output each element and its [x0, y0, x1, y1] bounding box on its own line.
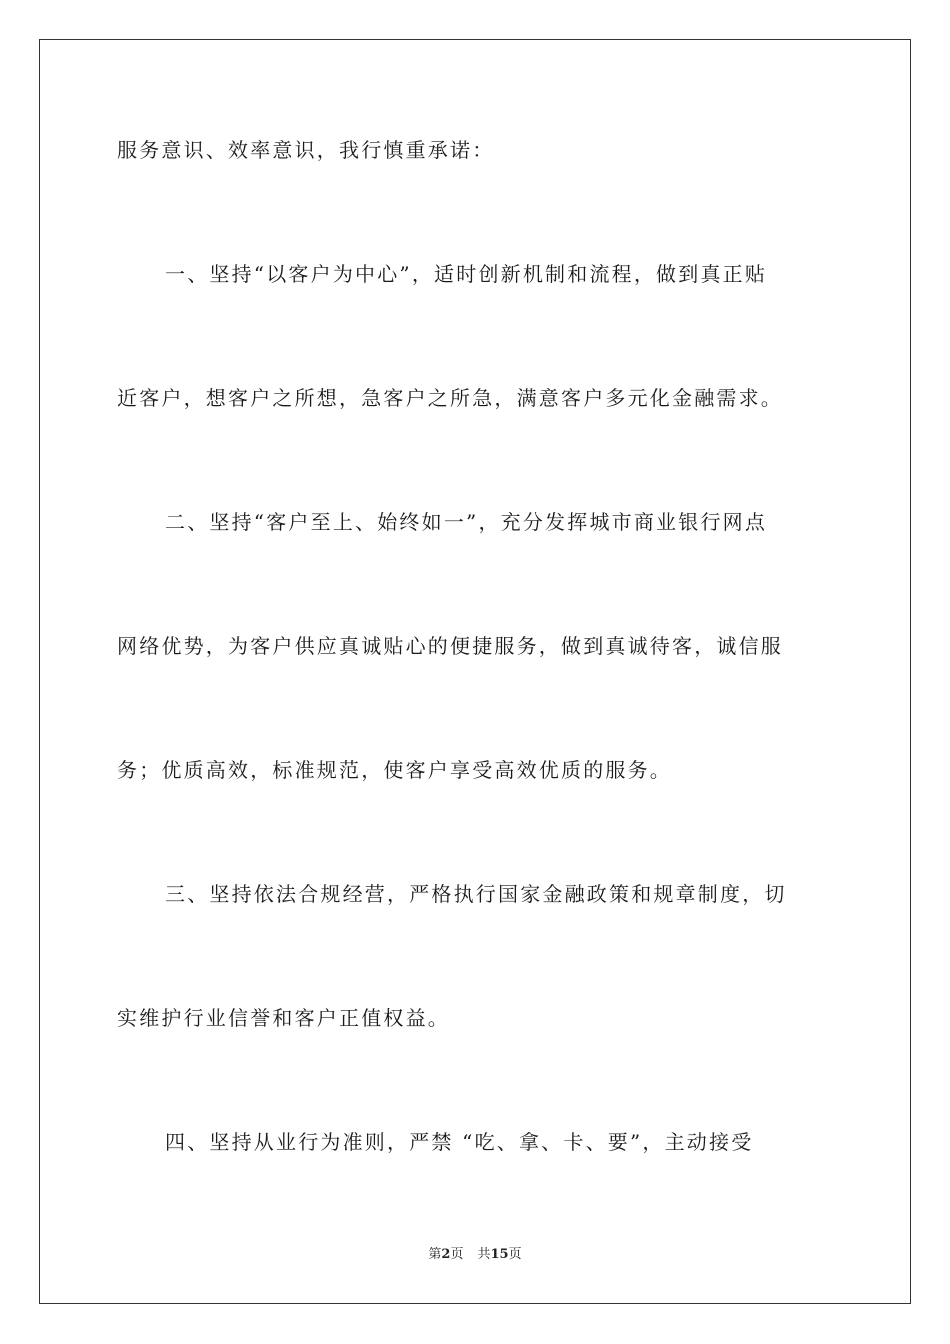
total-suffix: 页	[508, 1247, 522, 1262]
total-pages: 15	[490, 1247, 509, 1262]
page-border	[39, 39, 911, 1304]
paragraph-line: 网络优势，为客户供应真诚贴心的便捷服务，做到真诚待客，诚信服	[117, 634, 783, 658]
page-number: 2	[441, 1247, 451, 1262]
page-prefix: 第	[428, 1247, 442, 1262]
paragraph-line: 服务意识、效率意识，我行慎重承诺：	[117, 138, 495, 162]
page-footer	[0, 1246, 950, 1264]
paragraph-line: 二、坚持“客户至上、始终如一”，充分发挥城市商业银行网点	[165, 510, 768, 534]
paragraph-line: 实维护行业信誉和客户正值权益。	[117, 1006, 450, 1030]
paragraph-line: 务；优质高效，标准规范，使客户享受高效优质的服务。	[117, 758, 672, 782]
paragraph-line: 三、坚持依法合规经营，严格执行国家金融政策和规章制度，切	[165, 882, 787, 906]
paragraph-line: 近客户，想客户之所想，急客户之所急，满意客户多元化金融需求。	[117, 386, 783, 410]
paragraph-line: 一、坚持“以客户为中心”，适时创新机制和流程，做到真正贴	[165, 262, 768, 286]
total-prefix: 共	[477, 1247, 491, 1262]
page-suffix: 页	[450, 1247, 464, 1262]
paragraph-line: 四、坚持从业行为准则，严禁 “吃、拿、卡、要”，主动接受	[165, 1130, 754, 1154]
